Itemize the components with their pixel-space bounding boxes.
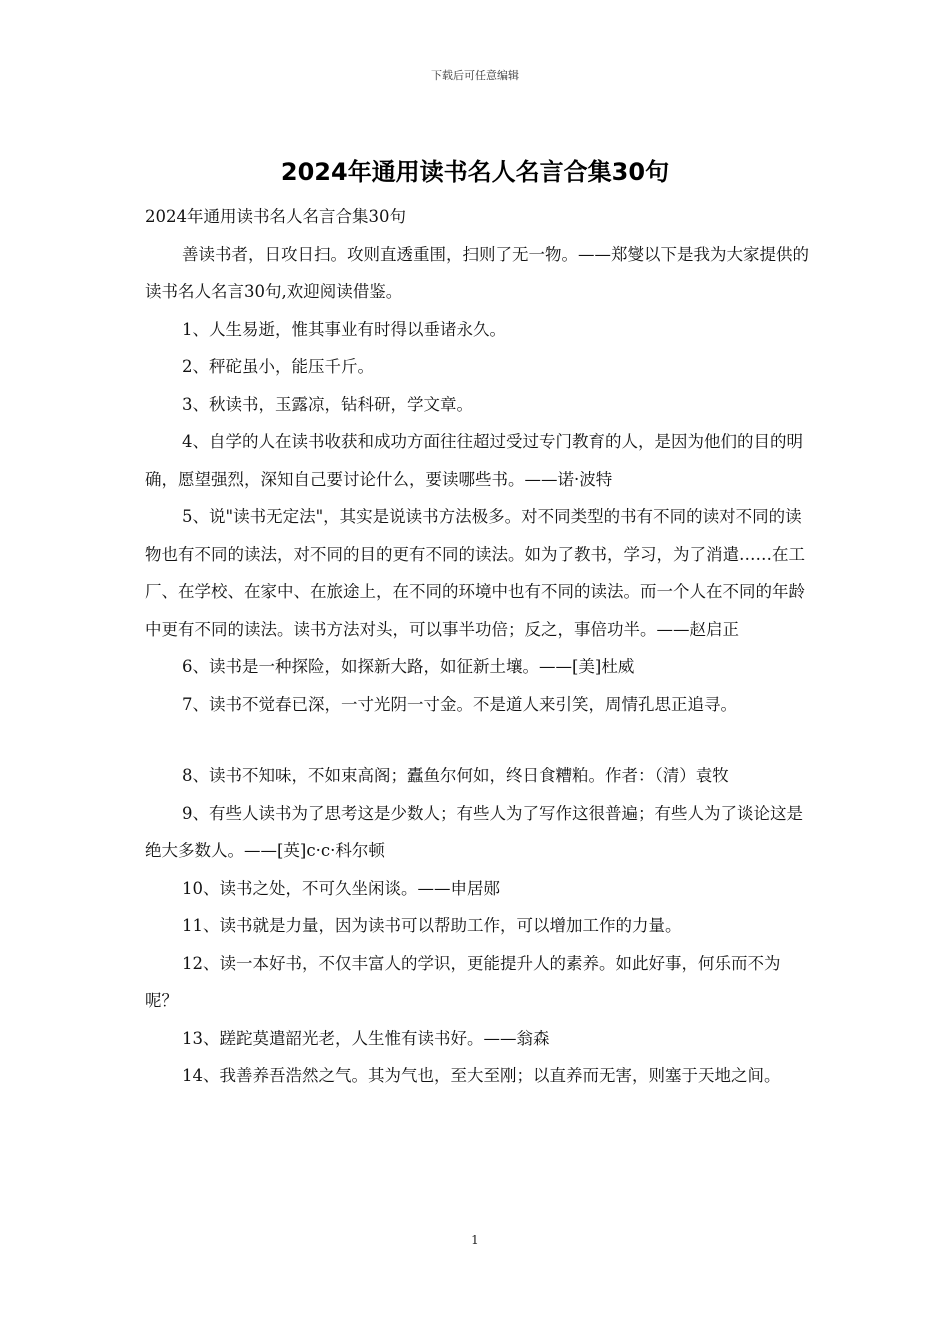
document-body (145, 198, 809, 1095)
subtitle: 2024年通用读书名人名言合集30句 (145, 207, 406, 226)
quote-12: 12、读一本好书，不仅丰富人的学识，更能提升人的素养。如此好事，何乐而不为呢？ (145, 953, 781, 1010)
quote-11: 11、读书就是力量，因为读书可以帮助工作，可以增加工作的力量。 (182, 916, 682, 935)
quote-9: 9、有些人读书为了思考这是少数人；有些人为了写作这很普遍；有些人为了谈论这是绝大多数人。——[英]c·c·科尔顿 (145, 803, 803, 860)
header-note: 下载后可任意编辑 (431, 69, 519, 82)
quote-1: 1、人生易逝，惟其事业有时得以垂诸永久。 (182, 319, 506, 339)
quote-4: 4、自学的人在读书收获和成功方面往往超过受过专门教育的人，是因为他们的目的明确，愿望强烈，深知自己要讨论什么，要读哪些书。——诺·波特 (145, 432, 803, 489)
quote-8: 8、读书不知味，不如束高阁；蠹鱼尔何如，终日食糟粕。作者：（清）袁牧 (182, 766, 729, 785)
quote-13: 13、蹉跎莫遣韶光老，人生惟有读书好。——翁森 (182, 1028, 550, 1048)
quote-14: 14、我善养吾浩然之气。其为气也，至大至刚；以直养而无害，则塞于天地之间。 (182, 1066, 781, 1085)
quote-5: 5、说"读书无定法"，其实是说读书方法极多。对不同类型的书有不同的读对不同的读物也有不同的读法，对不同的目的更有不同的读法。如为了教书，学习，为了消遣……在工厂、在学校、在家中、在旅途上，在不同的环境中也有不同的读法。而一个人在不同的年龄中更有不同的读法。读书方法对头，可以事半功倍；反之，事倍功半。——赵启正 (145, 507, 805, 639)
document-title: 2024年通用读书名人名言合集30句 (280, 158, 670, 186)
quote-7: 7、读书不觉春已深，一寸光阴一寸金。不是道人来引笑，周情孔思正追寻。 (182, 694, 737, 714)
quote-2: 2、秤砣虽小，能压千斤。 (182, 357, 374, 376)
quote-6: 6、读书是一种探险，如探新大路，如征新土壤。——[美]杜威 (182, 657, 635, 676)
quote-3: 3、秋读书，玉露凉，钻科研，学文章。 (182, 394, 473, 414)
quote-10: 10、读书之处，不可久坐闲谈。——申居郧 (182, 878, 500, 898)
page-number: 1 (471, 1233, 479, 1247)
intro-paragraph: 善读书者，日攻日扫。攻则直透重围，扫则了无一物。——郑燮以下是我为大家提供的读书名人名言30句,欢迎阅读借鉴。 (145, 244, 809, 301)
